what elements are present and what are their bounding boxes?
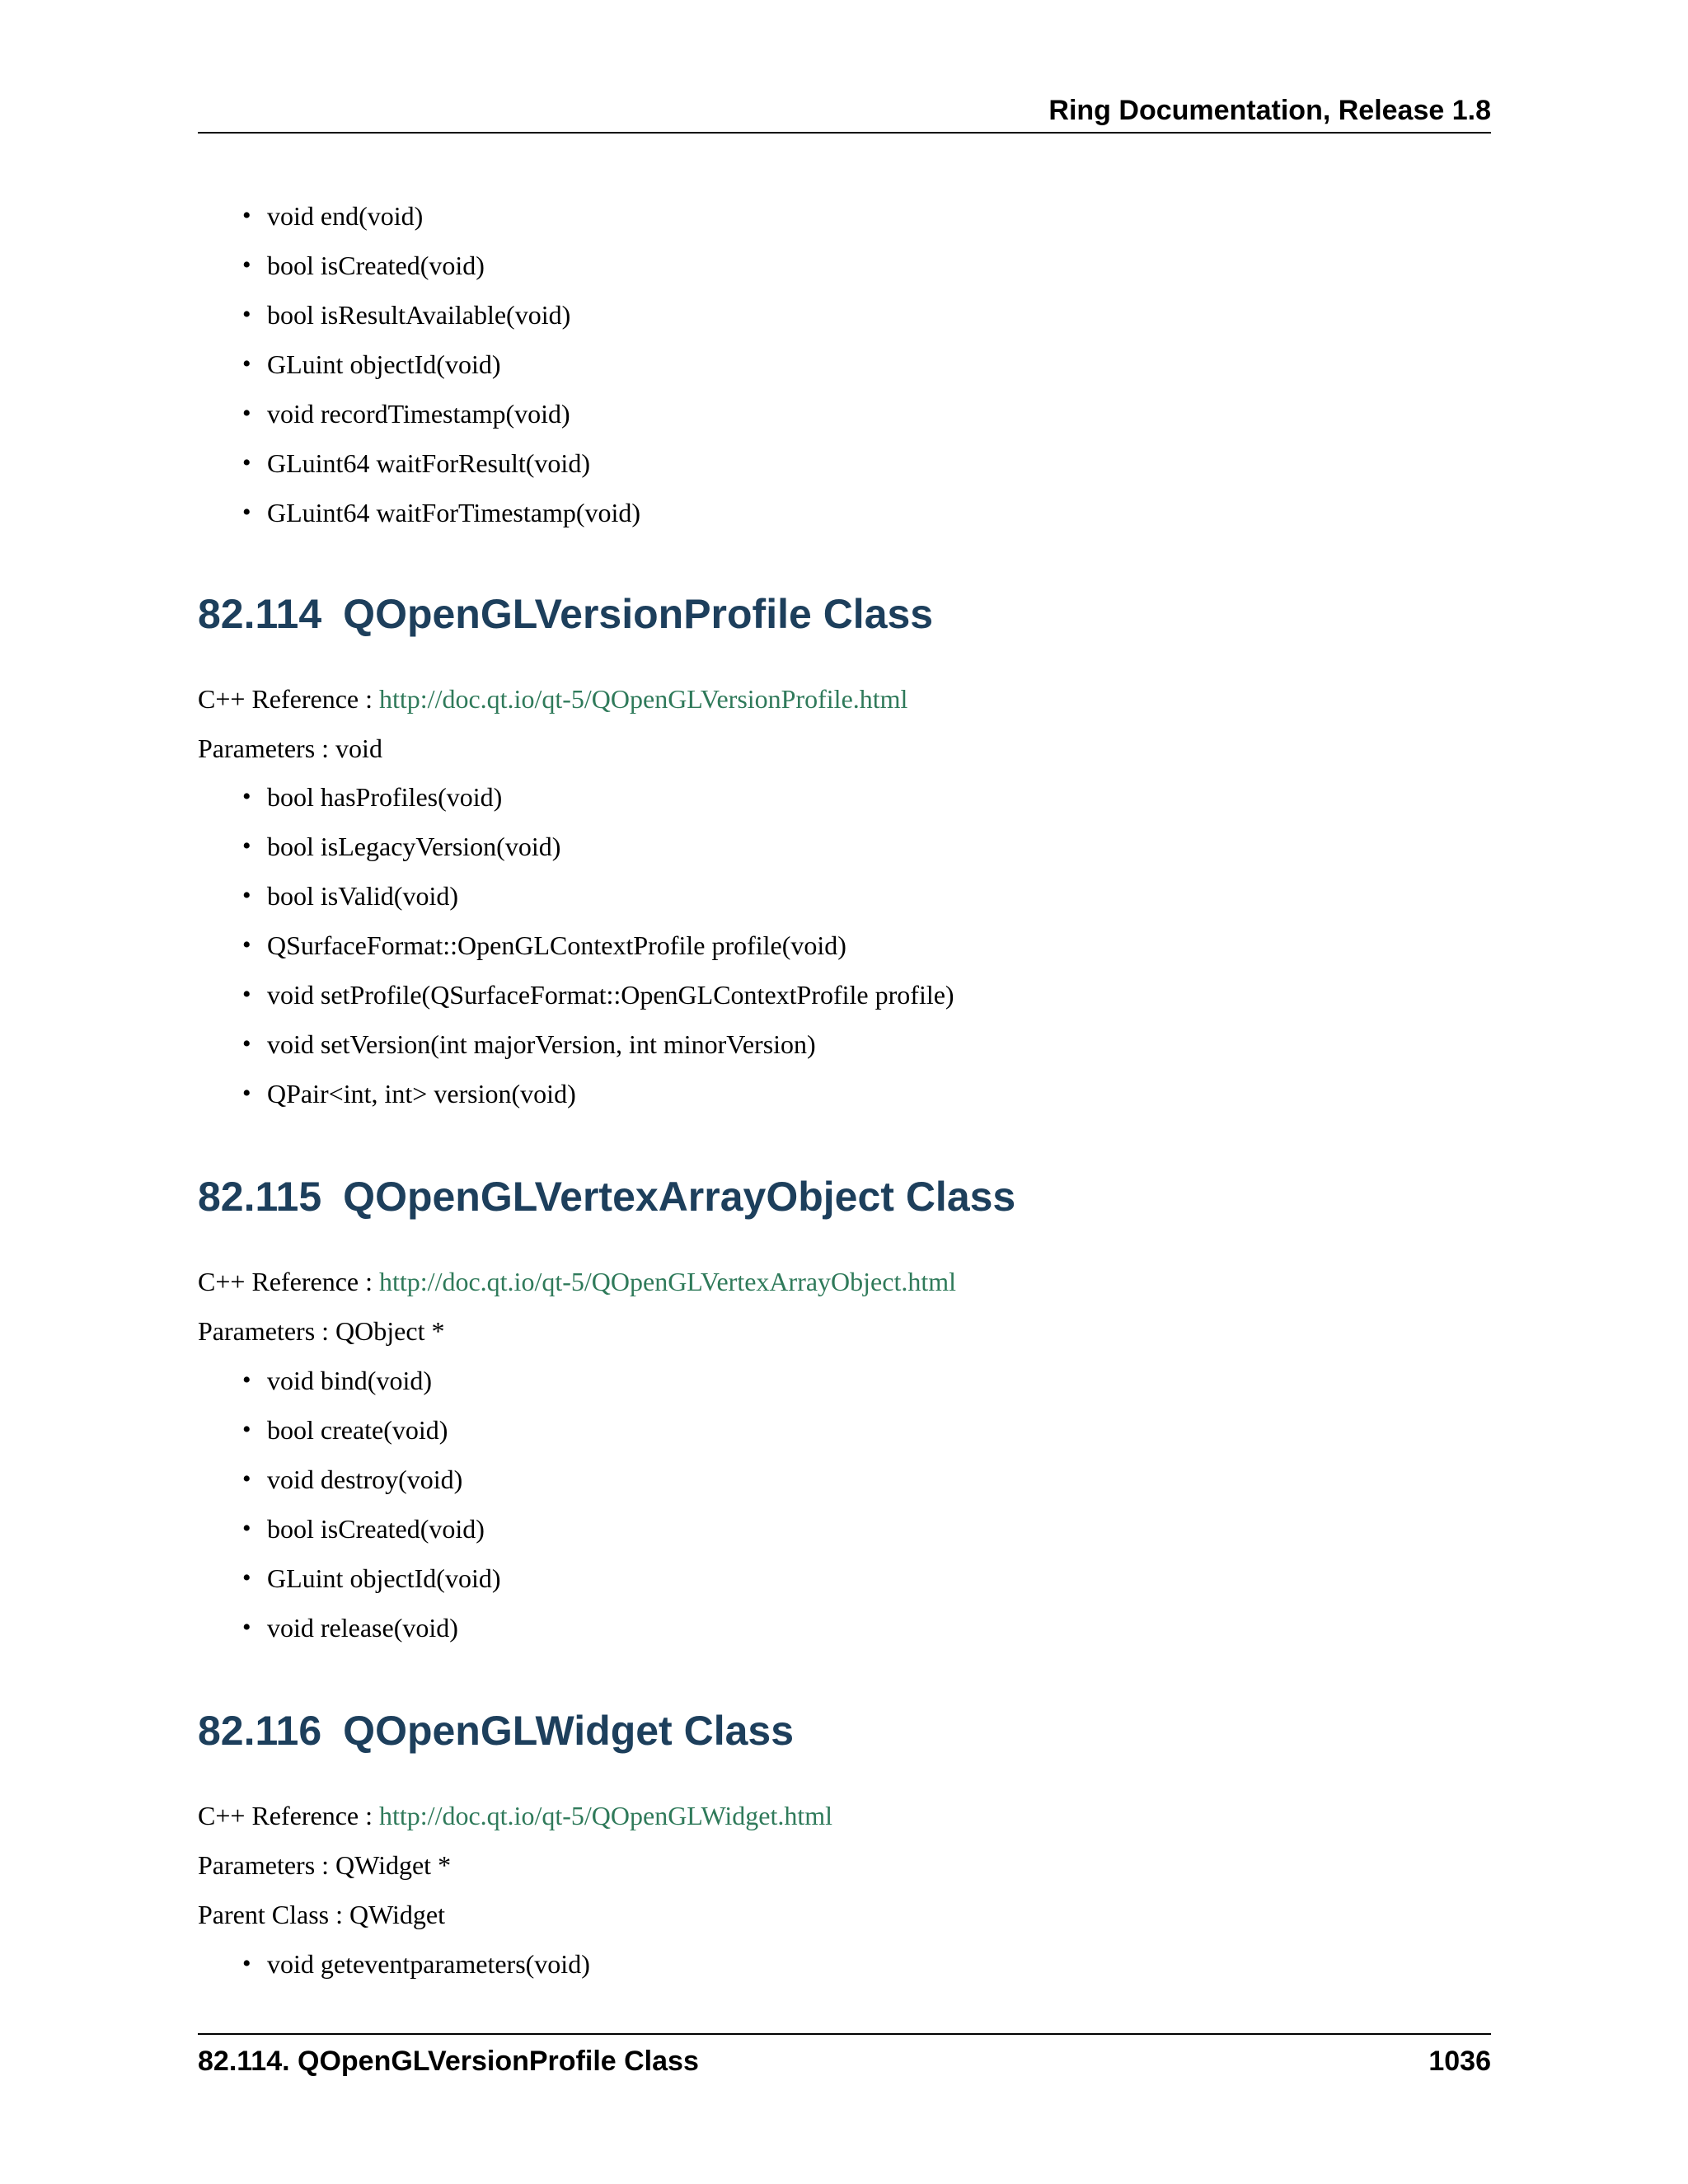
document-title: Ring Documentation, Release 1.8 — [1048, 95, 1491, 126]
reference-link[interactable]: http://doc.qt.io/qt-5/QOpenGLVersionProfile.html — [379, 684, 908, 714]
section-title: QOpenGLVersionProfile Class — [343, 591, 934, 637]
bullet-icon: • — [242, 499, 251, 526]
list-item: • QSurfaceFormat::OpenGLContextProfile profile(void) — [242, 921, 954, 970]
list-item: • bool hasProfiles(void) — [242, 772, 954, 822]
section-heading-82-114 — [198, 589, 933, 639]
bullet-icon: • — [242, 350, 251, 377]
list-item: • void setProfile(QSurfaceFormat::OpenGLContextProfile profile) — [242, 970, 954, 1019]
section-number: 82.116 — [198, 1708, 322, 1754]
list-item: • bool isValid(void) — [242, 871, 954, 921]
cpp-reference — [198, 682, 907, 715]
list-item: • bool isLegacyVersion(void) — [242, 822, 954, 871]
method-list — [242, 1356, 500, 1652]
parent-class-line: Parent Class : QWidget — [198, 1900, 445, 1929]
list-item: • GLuint64 waitForResult(void) — [242, 438, 640, 488]
bullet-icon: • — [242, 981, 251, 1008]
page-footer — [198, 2033, 1491, 2084]
list-item: • GLuint64 waitForTimestamp(void) — [242, 488, 640, 537]
bullet-icon: • — [242, 931, 251, 958]
bullet-icon: • — [242, 1030, 251, 1057]
section-title: QOpenGLWidget Class — [343, 1708, 795, 1754]
bullet-icon: • — [242, 301, 251, 328]
list-item: • bool create(void) — [242, 1405, 500, 1455]
cpp-reference — [198, 1265, 956, 1298]
parameters-line: Parameters : void — [198, 733, 382, 763]
list-item: • bool isCreated(void) — [242, 1504, 500, 1554]
list-item: • QPair<int, int> version(void) — [242, 1069, 954, 1118]
section-number: 82.114 — [198, 591, 322, 637]
section-title: QOpenGLVertexArrayObject Class — [343, 1174, 1016, 1220]
bullet-icon: • — [242, 1416, 251, 1443]
list-item: • void setVersion(int majorVersion, int minorVersion) — [242, 1019, 954, 1069]
cpp-reference — [198, 1799, 832, 1832]
bullet-icon: • — [242, 1465, 251, 1493]
list-item: • GLuint objectId(void) — [242, 340, 640, 389]
page-header — [198, 91, 1491, 134]
bullet-icon: • — [242, 1950, 251, 1977]
list-item: • void recordTimestamp(void) — [242, 389, 640, 438]
parameters-line: Parameters : QObject * — [198, 1316, 445, 1346]
bullet-icon: • — [242, 449, 251, 476]
list-item: • void release(void) — [242, 1603, 500, 1652]
bullet-icon: • — [242, 783, 251, 810]
list-item: • bool isResultAvailable(void) — [242, 290, 640, 340]
method-list — [242, 772, 954, 1118]
list-item: • void geteventparameters(void) — [242, 1939, 590, 1989]
bullet-icon: • — [242, 1080, 251, 1107]
footer-section-title: 82.114. QOpenGLVersionProfile Class — [198, 2046, 699, 2077]
list-item: • void destroy(void) — [242, 1455, 500, 1504]
method-list-continued — [242, 191, 640, 537]
bullet-icon: • — [242, 251, 251, 279]
bullet-icon: • — [242, 1515, 251, 1542]
bullet-icon: • — [242, 400, 251, 427]
parameters-line: Parameters : QWidget * — [198, 1850, 452, 1880]
method-list — [242, 1939, 590, 1989]
reference-label: C++ Reference : — [198, 684, 373, 714]
list-item: • GLuint objectId(void) — [242, 1554, 500, 1603]
reference-label: C++ Reference : — [198, 1267, 373, 1296]
reference-link[interactable]: http://doc.qt.io/qt-5/QOpenGLVertexArrayObject.html — [379, 1267, 957, 1296]
bullet-icon: • — [242, 1564, 251, 1591]
bullet-icon: • — [242, 1614, 251, 1641]
reference-link[interactable]: http://doc.qt.io/qt-5/QOpenGLWidget.html — [379, 1801, 833, 1830]
reference-label: C++ Reference : — [198, 1801, 373, 1830]
section-number: 82.115 — [198, 1174, 322, 1220]
bullet-icon: • — [242, 832, 251, 860]
page-number: 1036 — [1428, 2046, 1491, 2077]
list-item: • void end(void) — [242, 191, 640, 241]
list-item: • bool isCreated(void) — [242, 241, 640, 290]
bullet-icon: • — [242, 882, 251, 909]
section-heading-82-116 — [198, 1706, 794, 1755]
bullet-icon: • — [242, 1366, 251, 1394]
list-item: • void bind(void) — [242, 1356, 500, 1405]
section-heading-82-115 — [198, 1172, 1015, 1221]
bullet-icon: • — [242, 202, 251, 229]
